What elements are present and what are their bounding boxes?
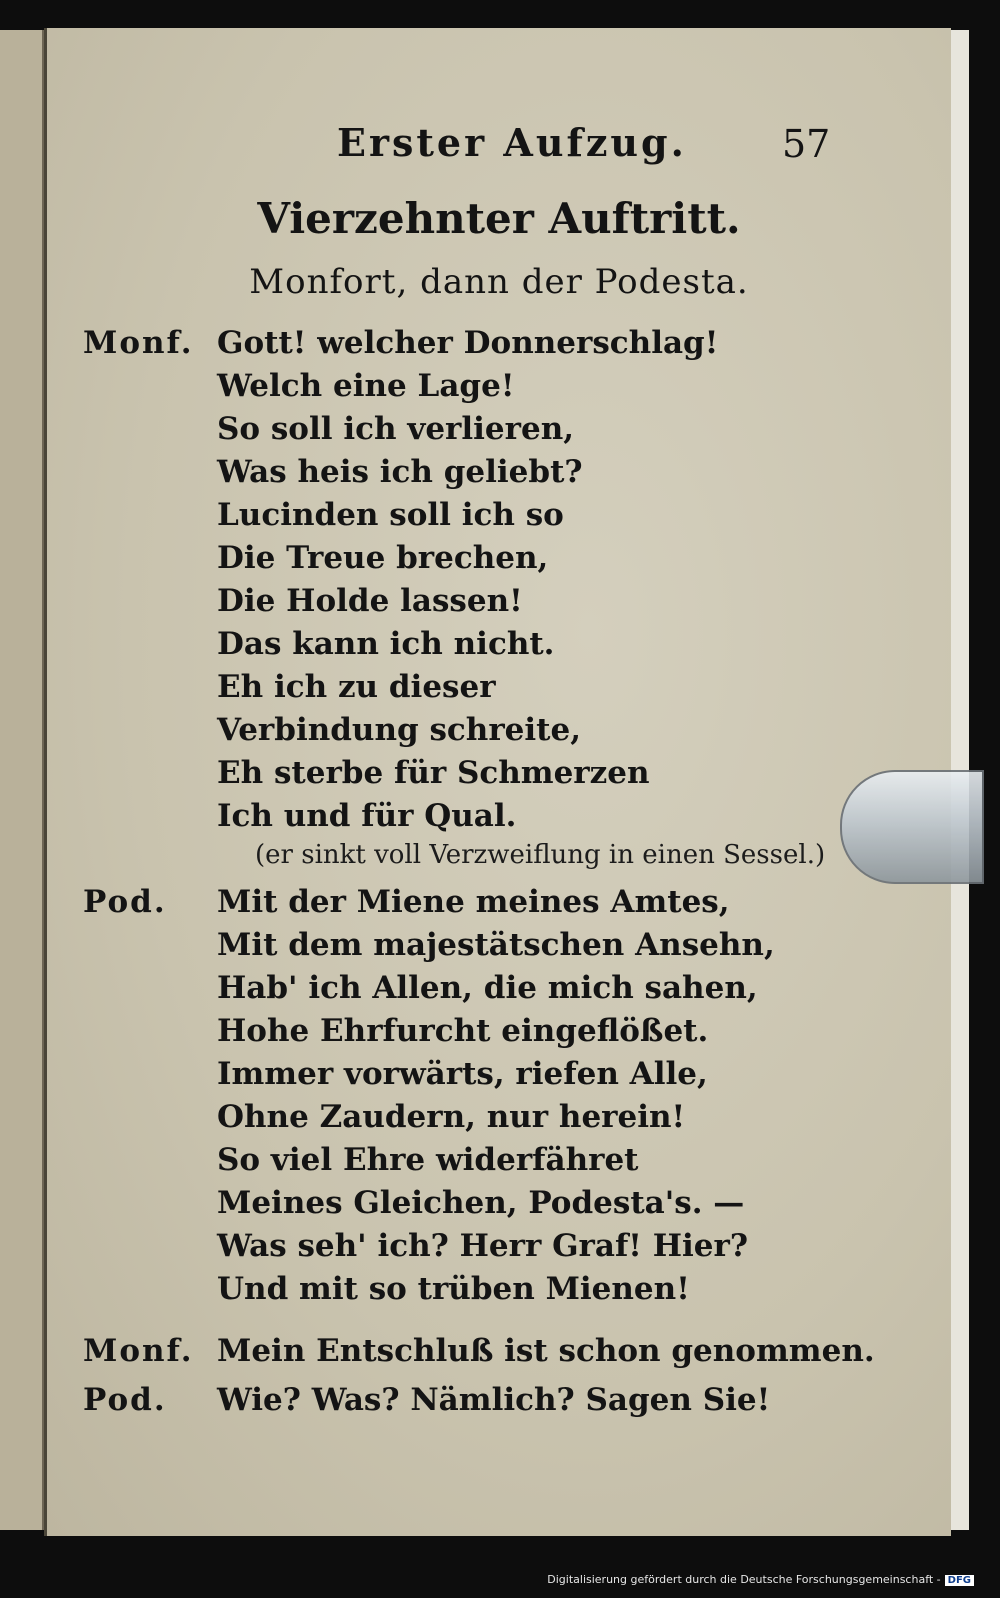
line-text: Ich und für Qual. <box>217 798 517 834</box>
scene-title: Vierzehnter Auftritt. <box>257 194 741 243</box>
dialogue-line <box>47 1185 951 1229</box>
dialogue-line <box>47 1099 951 1143</box>
dialogue-line <box>47 798 951 842</box>
dialogue-line <box>47 1013 951 1057</box>
dialogue-line <box>47 755 951 799</box>
line-text: Ohne Zaudern, nur herein! <box>217 1099 686 1135</box>
dialogue-line <box>47 1228 951 1272</box>
speaker-name: Monf. <box>83 1333 194 1369</box>
running-title: Erster Aufzug. <box>337 120 687 165</box>
line-text: Was seh' ich? Herr Graf! Hier? <box>217 1228 748 1264</box>
dialogue-line <box>47 626 951 670</box>
footer-credit <box>547 1573 974 1586</box>
line-text: Lucinden soll ich so <box>217 497 564 533</box>
dialogue-line <box>47 970 951 1014</box>
dialogue-line <box>47 1142 951 1186</box>
line-text: Mein Entschluß ist schon genommen. <box>217 1333 875 1369</box>
line-text: Die Treue brechen, <box>217 540 549 576</box>
line-text: Eh ich zu dieser <box>217 669 496 705</box>
dialogue-line <box>47 1056 951 1100</box>
line-text: Hohe Ehrfurcht eingeflößet. <box>217 1013 709 1049</box>
line-text: Mit dem majestätschen Ansehn, <box>217 927 775 963</box>
dialogue-line <box>47 1333 951 1377</box>
line-text: Wie? Was? Nämlich? Sagen Sie! <box>217 1382 771 1418</box>
dialogue-line <box>47 454 951 498</box>
dialogue-line <box>47 497 951 541</box>
line-text: Eh sterbe für Schmerzen <box>217 755 650 791</box>
speaker-name: Monf. <box>83 325 194 361</box>
dialogue-line <box>47 411 951 455</box>
line-text: Gott! welcher Donnerschlag! <box>217 325 719 361</box>
line-text: Das kann ich nicht. <box>217 626 555 662</box>
line-text: Welch eine Lage! <box>217 368 515 404</box>
line-text: So soll ich verlieren, <box>217 411 575 447</box>
page-number: 57 <box>782 122 831 166</box>
line-text: Immer vorwärts, riefen Alle, <box>217 1056 708 1092</box>
character-list: Monfort, dann der Podesta. <box>249 262 749 302</box>
page-clip <box>840 770 984 884</box>
dialogue-line <box>47 325 951 369</box>
line-text: So viel Ehre widerfähret <box>217 1142 639 1178</box>
previous-page-edge <box>0 30 44 1530</box>
line-text: Verbindung schreite, <box>217 712 582 748</box>
dialogue-line <box>47 927 951 971</box>
dialogue-line <box>47 1382 951 1426</box>
line-text: Hab' ich Allen, die mich sahen, <box>217 970 758 1006</box>
line-text: Die Holde lassen! <box>217 583 523 619</box>
dialogue-line <box>47 540 951 584</box>
book-page <box>44 28 951 1536</box>
dialogue-line <box>47 368 951 412</box>
line-text: Meines Gleichen, Podesta's. — <box>217 1185 745 1221</box>
line-text: Und mit so trüben Mienen! <box>217 1271 690 1307</box>
dialogue-line <box>47 583 951 627</box>
speaker-name: Pod. <box>83 884 167 920</box>
dialogue-line <box>47 884 951 928</box>
dialogue-line <box>47 1271 951 1315</box>
dialogue-line <box>47 712 951 756</box>
line-text: Mit der Miene meines Amtes, <box>217 884 730 920</box>
speaker-name: Pod. <box>83 1382 167 1418</box>
line-text: Was heis ich geliebt? <box>217 454 583 490</box>
stage-direction: (er sinkt voll Verzweiflung in einen Sessel.) <box>255 840 826 870</box>
dialogue-line <box>47 669 951 713</box>
dfg-logo: DFG <box>945 1575 974 1586</box>
dialogue-line <box>47 840 951 884</box>
footer-text: Digitalisierung gefördert durch die Deutsche Forschungsgemeinschaft - <box>547 1573 941 1586</box>
